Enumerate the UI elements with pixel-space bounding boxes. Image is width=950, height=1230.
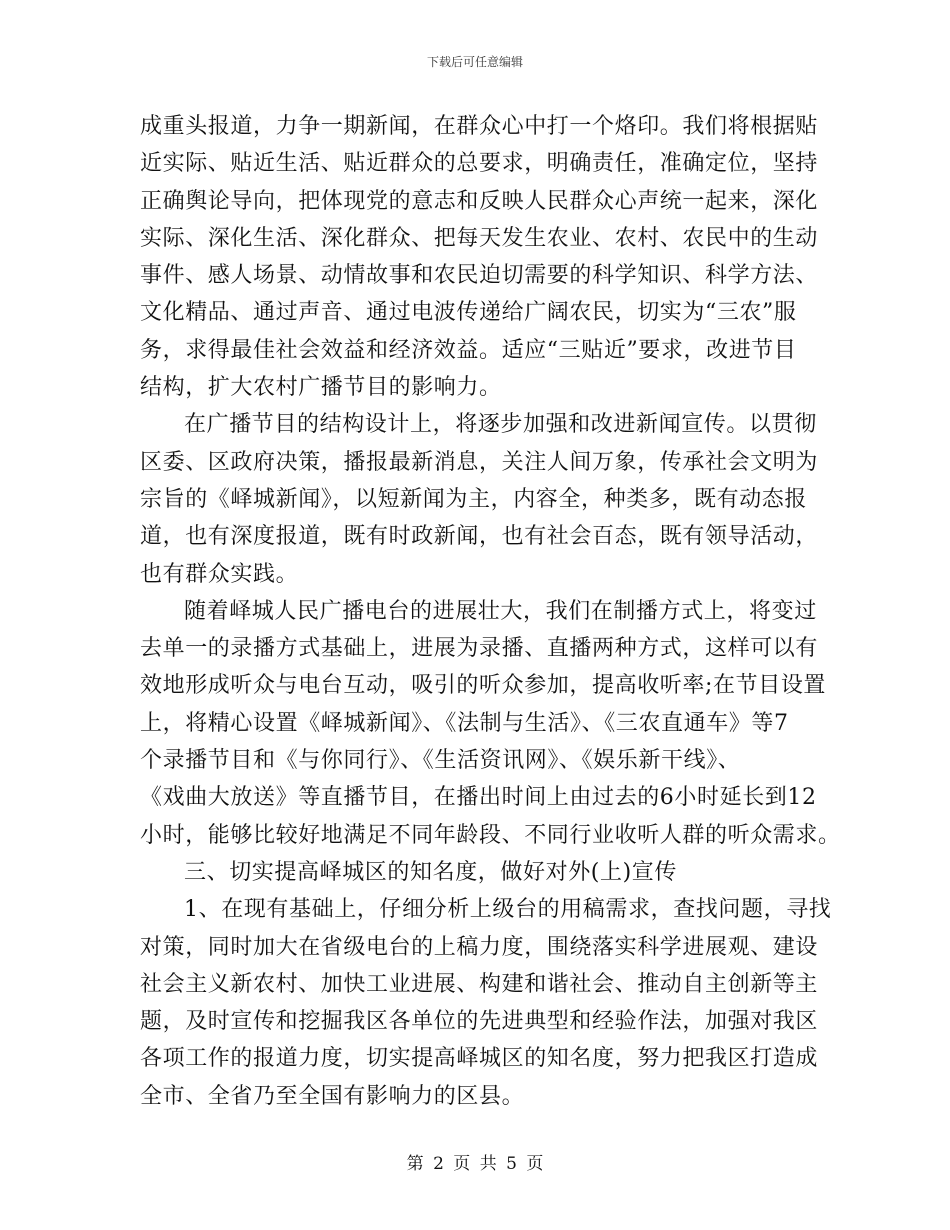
text-line: 成重头报道，力争一期新闻，在群众心中打一个烙印。我们将根据贴: [140, 114, 819, 139]
text-line: 随着峄城人民广播电台的进展壮大，我们在制播方式上，将变过: [184, 598, 817, 624]
page-number: 第 2 页 共 5 页: [406, 1154, 544, 1174]
text-line: 1、在现有基础上，仔细分析上级台的用稿需求，查找问题，寻找: [184, 897, 832, 923]
text-line: 题，及时宣传和挖掘我区各单位的先进典型和经验作法，加强对我区: [140, 1009, 819, 1035]
text-line: 各项工作的报道力度，切实提高峄城区的知名度，努力把我区打造成: [140, 1046, 819, 1072]
text-line: 效地形成听众与电台互动，吸引的听众参加，提高收听率;在节目设置: [140, 673, 827, 699]
text-line: 文化精品、通过声音、通过电波传递给广阔农民，切实为“三农”服: [140, 300, 797, 326]
text-line: 全市、全省乃至全国有影响力的区县。: [140, 1083, 525, 1109]
text-line: 社会主义新农村、加快工业进展、构建和谐社会、推动自主创新等主: [140, 971, 819, 997]
text-line: 正确舆论导向，把体现党的意志和反映人民群众心声统一起来，深化: [140, 188, 819, 214]
text-line: 去单一的录播方式基础上，进展为录播、直播两种方式，这样可以有: [140, 636, 819, 662]
text-line: 小时，能够比较好地满足不同年龄段、不同行业收听人群的听众需求。: [140, 822, 841, 848]
document-body: [140, 108, 840, 1115]
text-line: 个录播节目和《与你同行》、《生活资讯网》、《娱乐新干线》、: [140, 748, 741, 774]
text-line: 道，也有深度报道，既有时政新闻，也有社会百态，既有领导活动，: [140, 524, 819, 550]
text-line: 对策，同时加大在省级电台的上稿力度，围绕落实科学进展观、建设: [140, 934, 819, 960]
text-line: 务，求得最佳社会效益和经济效益。适应“三贴近”要求，改进节目: [140, 337, 797, 363]
text-line: 宗旨的《峄城新闻》，以短新闻为主，内容全，种类多，既有动态报: [140, 486, 808, 512]
text-line: 近实际、贴近生活、贴近群众的总要求，明确责任，准确定位，坚持: [140, 151, 819, 177]
text-line: 区委、区政府决策，播报最新消息，关注人间万象，传承社会文明为: [140, 449, 819, 475]
text-line: 结构，扩大农村广播节目的影响力。: [140, 375, 502, 401]
text-line: 上，将精心设置《峄城新闻》、《法制与生活》、《三农直通车》等7: [140, 710, 789, 736]
text-line: 实际、深化生活、深化群众、把每天发生农业、农村、农民中的生动: [140, 225, 819, 251]
text-line: 在广播节目的结构设计上，将逐步加强和改进新闻宣传。以贯彻: [184, 412, 817, 438]
page-header: 下载后可任意编辑: [426, 55, 523, 69]
text-line: 《戏曲大放送》等直播节目，在播出时间上由过去的6小时延长到12: [140, 785, 817, 811]
text-line: 也有群众实践。: [140, 561, 299, 587]
text-line: 事件、感人场景、动情故事和农民迫切需要的科学知识、科学方法、: [140, 263, 819, 289]
text-line: 三、切实提高峄城区的知名度，做好对外(上)宣传: [184, 859, 677, 885]
